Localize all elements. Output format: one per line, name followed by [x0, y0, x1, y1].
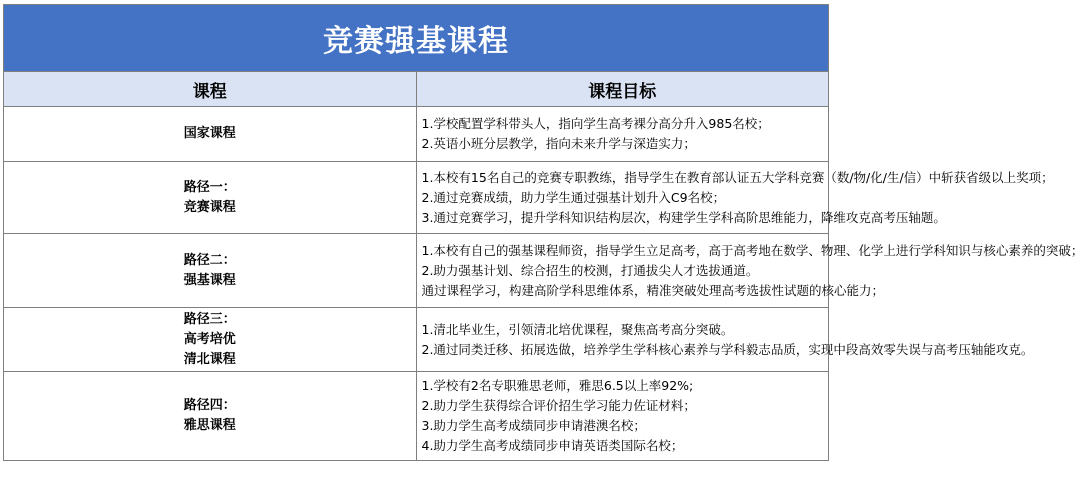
goal-item: 2.助力强基计划、综合招生的校测，打通拔尖人才选拔通道。 [421, 262, 759, 278]
goal-item: 2.英语小班分层教学，指向未来升学与深造实力； [421, 136, 696, 151]
goal-item: 3.助力学生高考成绩同步申请港澳名校； [421, 418, 646, 433]
goal-item: 1.本校有自己的强基课程师资，指导学生立足高考，高于高考地在数学、物理、化学上进行学科知识与核心素养的突破； [421, 242, 1083, 258]
header-goal: 课程目标 [416, 72, 829, 107]
goal-item: 2.通过竞赛成绩，助力学生通过强基计划升入C9名校； [421, 189, 726, 205]
course-name [4, 162, 417, 234]
course-name-line: 路径四： [183, 398, 236, 413]
course-name-line: 路径一： [183, 179, 236, 195]
goal-item: 1.清北毕业生，引领清北培优课程，聚焦高考高分突破。 [421, 321, 734, 337]
goal-item: 1.学校配置学科带头人，指向学生高考裸分高分升入985名校； [421, 116, 770, 131]
goal-item: 2.通过同类迁移、拓展选做，培养学生学科核心素养与学科毅志品质，实现中段高效零失误与高考压轴能攻克。 [421, 341, 1034, 357]
course-goals [416, 107, 829, 162]
goal-item: 1.本校有15名自己的竞赛专职教练，指导学生在教育部认证五大学科竞赛（数/物/化/生/信）中斩获省级以上奖项； [421, 169, 1054, 185]
table-title: 竞赛强基课程 [4, 5, 829, 72]
header-course: 课程 [4, 72, 417, 107]
course-goals [416, 308, 1034, 372]
goal-item: 1.学校有2名专职雅思老师，雅思6.5以上率92%; [421, 378, 694, 393]
course-name [4, 107, 417, 162]
course-name-line: 雅思课程 [183, 418, 236, 433]
course-name-line: 清北课程 [183, 351, 236, 367]
course-name-line: 国家课程 [183, 126, 236, 141]
course-goals [416, 162, 1054, 234]
goal-item: 2.助力学生获得综合评价招生学习能力佐证材料； [421, 398, 696, 413]
course-name [4, 308, 417, 372]
goal-item: 通过课程学习，构建高阶学科思维体系，精准突破处理高考选拔性试题的核心能力； [421, 282, 885, 298]
table-row [4, 162, 829, 234]
goal-item: 4.助力学生高考成绩同步申请英语类国际名校； [421, 438, 684, 453]
goal-item: 3.通过竞赛学习，提升学科知识结构层次，构建学生学科高阶思维能力，降维攻克高考压轴题。 [421, 209, 946, 225]
course-name-line: 强基课程 [183, 272, 236, 288]
table-row [4, 308, 829, 372]
course-goals [416, 234, 1083, 308]
table-row [4, 234, 829, 308]
course-name [4, 372, 417, 461]
course-goals [416, 372, 829, 461]
table-row [4, 107, 829, 162]
course-name-line: 路径二： [183, 252, 236, 268]
course-name-line: 竞赛课程 [183, 199, 236, 215]
course-table [3, 4, 1083, 461]
course-name-line: 高考培优 [183, 331, 236, 347]
table-row [4, 372, 829, 461]
course-name [4, 234, 417, 308]
course-name-line: 路径三： [183, 311, 236, 327]
